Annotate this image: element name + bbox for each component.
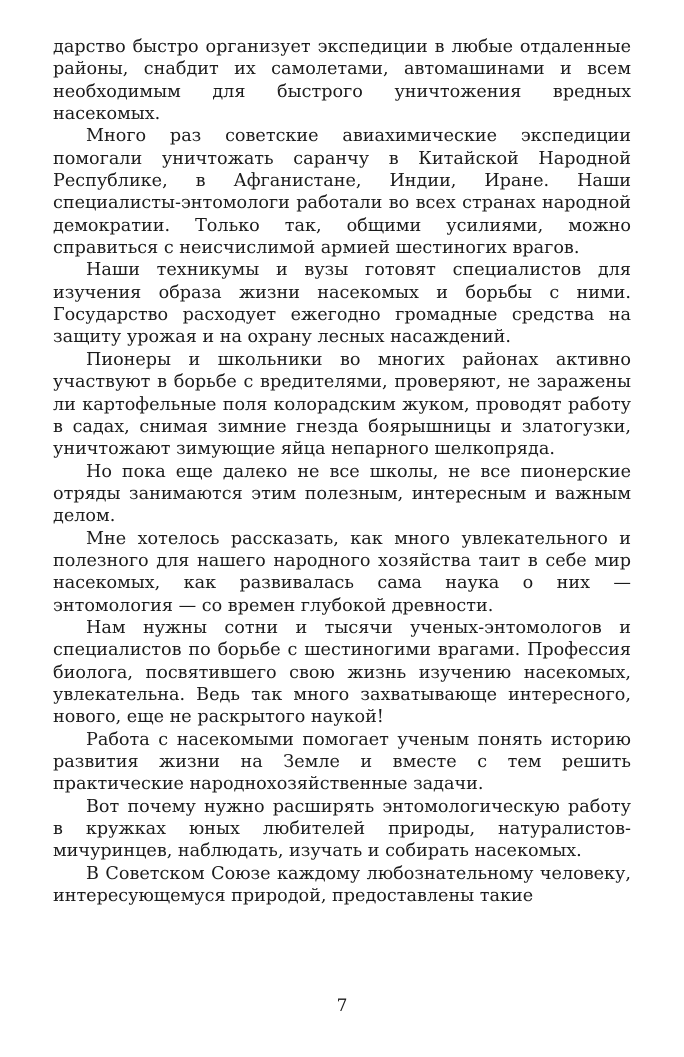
paragraph-scientists: Нам нужны сотни и тысячи ученых-энтомологов и специалистов по борьбе с шестиногими врагами. Профессия биолога, посвятившего свою жизнь изучению насекомых, увлекательна. Ведь так много захватывающе интересного, нового, еще не раскрытого наукой! (53, 617, 631, 728)
paragraph-specialists: Наши техникумы и вузы готовят специалистов для изучения образа жизни насекомых и борьбы с ними. Государство расходует ежегодно громадные средства на защиту урожая и на охрану лесных насаждений. (53, 260, 631, 348)
paragraph-soviet-union: В Советском Союзе каждому любознательному человеку, интересующемуся природой, предоставлены такие (53, 863, 631, 907)
book-page-text (53, 36, 631, 907)
paragraph-continuation: дарство быстро организует экспедиции в любые отдаленные районы, снабдит их самолетами, автомашинами и всем необходимым для быстрого уничтожения вредных насекомых. (53, 37, 631, 125)
paragraph-entomology: Мне хотелось рассказать, как много увлекательного и полезного для нашего народного хозяйства таит в себе мир насекомых, как развивалась сама наука о них — энтомология — со времен глубокой древности. (53, 528, 631, 616)
paragraph-schools: Но пока еще далеко не все школы, не все пионерские отряды занимаются этим полезным, интересным и важным делом. (53, 461, 631, 527)
paragraph-clubs: Вот почему нужно расширять энтомологическую работу в кружках юных любителей природы, натуралистов-мичуринцев, наблюдать, изучать и собирать насекомых. (53, 796, 631, 862)
page-number: 7 (336, 996, 348, 1016)
paragraph-expeditions: Много раз советские авиахимические экспедиции помогали уничтожать саранчу в Китайской Народной Республике, в Афганистане, Индии, Иране. Наши специалисты-энтомологи работали во всех странах народной демократии. Только так, общими усилиями, можно справиться с неисчислимой армией шестиногих врагов. (53, 126, 631, 259)
paragraph-pioneers: Пионеры и школьники во многих районах активно участвуют в борьбе с вредителями, проверяют, не заражены ли картофельные поля колорадским жуком, проводят работу в садах, снимая зимние гнезда боярышницы и златогузки, уничтожают зимующие яйца непарного шелкопряда. (53, 349, 631, 460)
paragraph-research: Работа с насекомыми помогает ученым понять историю развития жизни на Земле и вместе с тем решить практические народнохозяйственные задачи. (53, 729, 631, 795)
